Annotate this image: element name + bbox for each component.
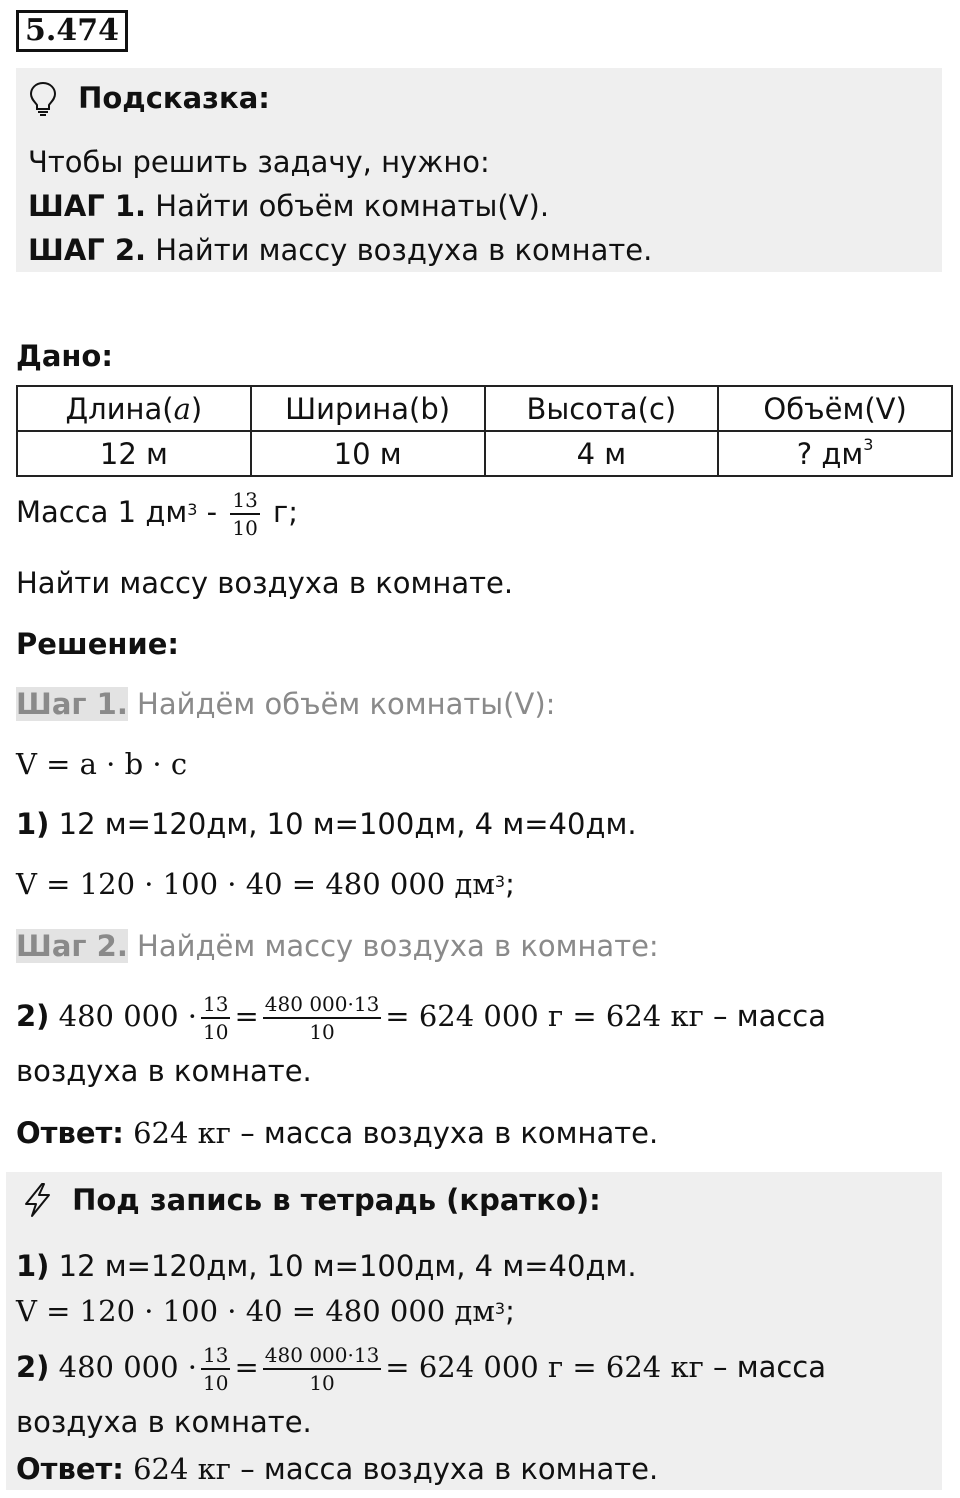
given-table	[16, 385, 953, 477]
step-2-line: Шаг 2. Найдём массу воздуха в комнате:	[16, 929, 659, 963]
nb-calc-v: V = 120 · 100 · 40 = 480 000 $дм^3$;	[16, 1294, 515, 1328]
lightbulb-icon	[28, 80, 58, 116]
table-row	[17, 386, 952, 431]
hint-step-1-text: Найти объём комнаты(V).	[146, 189, 550, 223]
hint-step-1-label: ШАГ 1.	[28, 189, 147, 223]
hint-step-2-text: Найти массу воздуха в комнате.	[146, 233, 653, 267]
notebook-title: Под запись в тетрадь (кратко):	[72, 1183, 601, 1217]
lightning-icon	[20, 1182, 54, 1218]
step-2-label: Шаг 2.	[16, 929, 128, 963]
answer: Ответ: 624 кг – масса воздуха в комнате.	[16, 1116, 659, 1150]
hint-step-2	[28, 232, 652, 268]
step-1-line: Шаг 1. Найдём объём комнаты(V):	[16, 687, 556, 721]
value-width: 10 м	[251, 431, 485, 476]
header-length: Длина(a)	[17, 386, 251, 431]
hint-header	[28, 80, 270, 116]
fraction: $\frac{13}{10}$	[232, 488, 258, 540]
item-2-line-2: воздуха в комнате.	[16, 1054, 312, 1088]
header-width: Ширина(b)	[251, 386, 485, 431]
notebook-header	[20, 1182, 601, 1218]
step-1-label: Шаг 1.	[16, 687, 128, 721]
find-text: Найти массу воздуха в комнате.	[16, 566, 514, 600]
problem-number: 5.474	[16, 10, 128, 52]
value-height: 4 м	[485, 431, 719, 476]
item-1: 1) 12 м=120дм, 10 м=100дм, 4 м=40дм.	[16, 807, 637, 841]
nb-answer: Ответ: 624 кг – масса воздуха в комнате.	[16, 1452, 659, 1486]
solution-title: Решение:	[16, 627, 180, 661]
table-row	[17, 431, 952, 476]
nb-item-2: 2) 480 000 · $\frac{13}{10}$ = $\frac{480 000\cdot 13}{10}$ = 624 000 г = 624 кг – масса	[16, 1343, 827, 1395]
nb-item-1: 1) 12 м=120дм, 10 м=100дм, 4 м=40дм.	[16, 1249, 637, 1283]
hint-intro: Чтобы решить задачу, нужно:	[28, 145, 490, 179]
value-volume: ? $дм^3$	[718, 431, 952, 476]
header-volume: Объём(V)	[718, 386, 952, 431]
value-length: 12 м	[17, 431, 251, 476]
hint-step-2-label: ШАГ 2.	[28, 233, 147, 267]
formula-v: V = a · b · c	[16, 747, 188, 781]
calc-v: V = 120 · 100 · 40 = 480 000 $дм^3$;	[16, 867, 515, 901]
notebook-box	[6, 1172, 942, 1490]
header-height: Высота(c)	[485, 386, 719, 431]
nb-item-2-line-2: воздуха в комнате.	[16, 1405, 312, 1439]
hint-step-1	[28, 188, 549, 224]
hint-title: Подсказка:	[78, 81, 270, 115]
given-title: Дано:	[16, 339, 113, 373]
mass-line: Масса 1 $дм^3$ - $\frac{13}{10}$ г;	[16, 488, 299, 540]
item-2: 2) 480 000 · $\frac{13}{10}$ = $\frac{480 000\cdot 13}{10}$ = 624 000 г = 624 кг – масса	[16, 992, 827, 1044]
